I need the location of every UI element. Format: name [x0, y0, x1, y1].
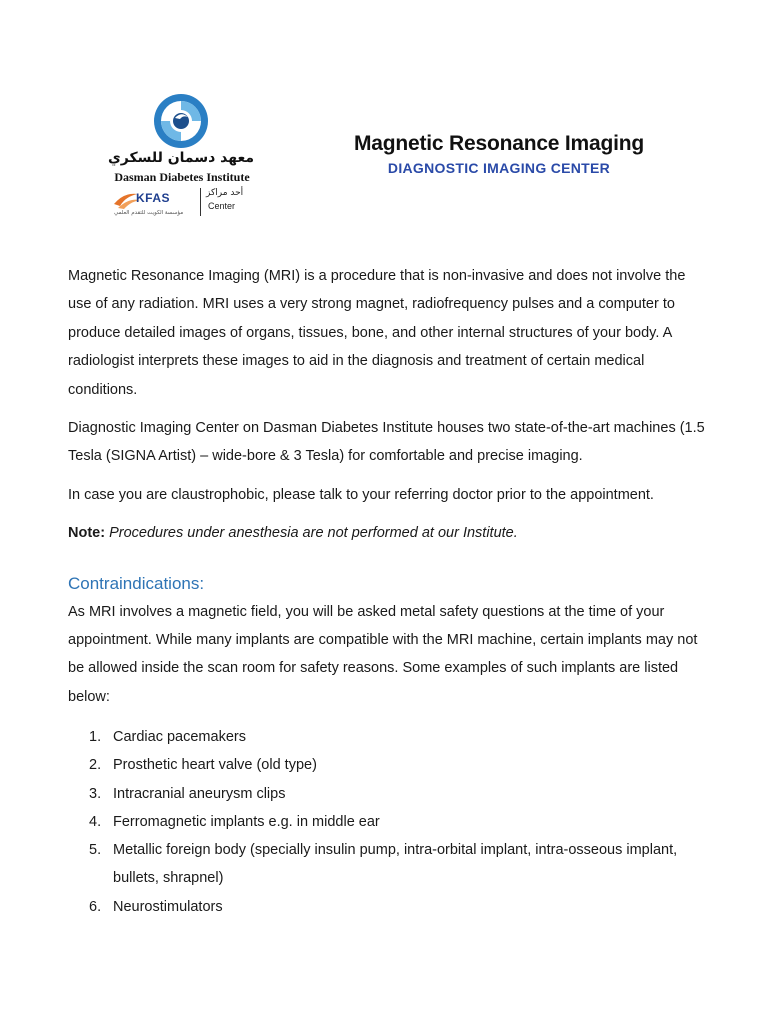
contraindications-heading: Contraindications:	[68, 573, 205, 593]
page-title: Magnetic Resonance Imaging	[353, 132, 645, 155]
machines-paragraph: Diagnostic Imaging Center on Dasman Diabetes Institute houses two state-of-the-art machines (1.5 Tesla (SIGNA Artist) – wide-bore & 3 Tesla) for comfortable and precise imaging.	[68, 420, 705, 465]
list-item	[68, 808, 708, 836]
logo-english-name: Dasman Diabetes Institute	[114, 170, 250, 184]
list-item-text: Prosthetic heart valve (old type)	[113, 757, 317, 774]
page-subtitle: DIAGNOSTIC IMAGING CENTER	[387, 160, 611, 176]
logo-arabic-name: معهد دسمان للسكري	[107, 150, 255, 166]
intro-paragraph: Magnetic Resonance Imaging (MRI) is a procedure that is non-invasive and does not involve the use of any radiation. MRI uses a very strong magnet, radiofrequency pulses and a computer to produce detailed images of organs, tissues, bone, and other internal structures of your body. A radiologist interprets these images to aid in the diagnosis and treatment of certain medical conditions.	[68, 268, 686, 398]
list-item-number: 5.	[89, 842, 102, 859]
note-text: Procedures under anesthesia are not performed at our Institute.	[109, 525, 518, 542]
list-item-text: Neurostimulators	[113, 898, 223, 915]
center-english-label: Center	[208, 201, 236, 211]
dasman-swirl-icon	[150, 92, 212, 150]
list-item-number: 6.	[89, 898, 102, 915]
implant-list	[68, 723, 708, 920]
list-item	[68, 723, 708, 751]
list-item	[68, 751, 708, 779]
list-item-text: Cardiac pacemakers	[113, 729, 246, 746]
list-item-number: 3.	[89, 785, 102, 802]
contraindications-intro: As MRI involves a magnetic field, you will be asked metal safety questions at the time of your appointment. While many implants are compatible with the MRI machine, certain implants may not be allowed inside the scan room for safety reasons. Some examples of such implants are listed below:	[68, 603, 698, 705]
list-item-text: Metallic foreign body (specially insulin pump, intra-orbital implant, intra-osseous implant, bullets, shrapnel)	[113, 842, 678, 887]
kfas-label: KFAS	[136, 191, 171, 205]
center-arabic-label: أحد مراكز	[206, 188, 244, 198]
institute-logo	[96, 92, 272, 226]
list-item	[68, 893, 708, 921]
list-item-number: 4.	[89, 813, 102, 830]
claustrophobia-paragraph: In case you are claustrophobic, please talk to your referring doctor prior to the appointment.	[68, 486, 654, 503]
list-item	[68, 780, 708, 808]
list-item-number: 2.	[89, 757, 102, 774]
kfas-subtitle: مؤسسة الكويت للتقدم العلمي	[114, 210, 184, 216]
logo-divider	[200, 188, 201, 216]
list-item-number: 1.	[89, 729, 102, 746]
list-item	[68, 836, 708, 892]
list-item-text: Intracranial aneurysm clips	[113, 785, 286, 802]
note-paragraph	[68, 519, 708, 547]
note-label: Note:	[68, 525, 106, 542]
document-body	[68, 262, 708, 921]
list-item-text: Ferromagnetic implants e.g. in middle ear	[113, 813, 380, 830]
